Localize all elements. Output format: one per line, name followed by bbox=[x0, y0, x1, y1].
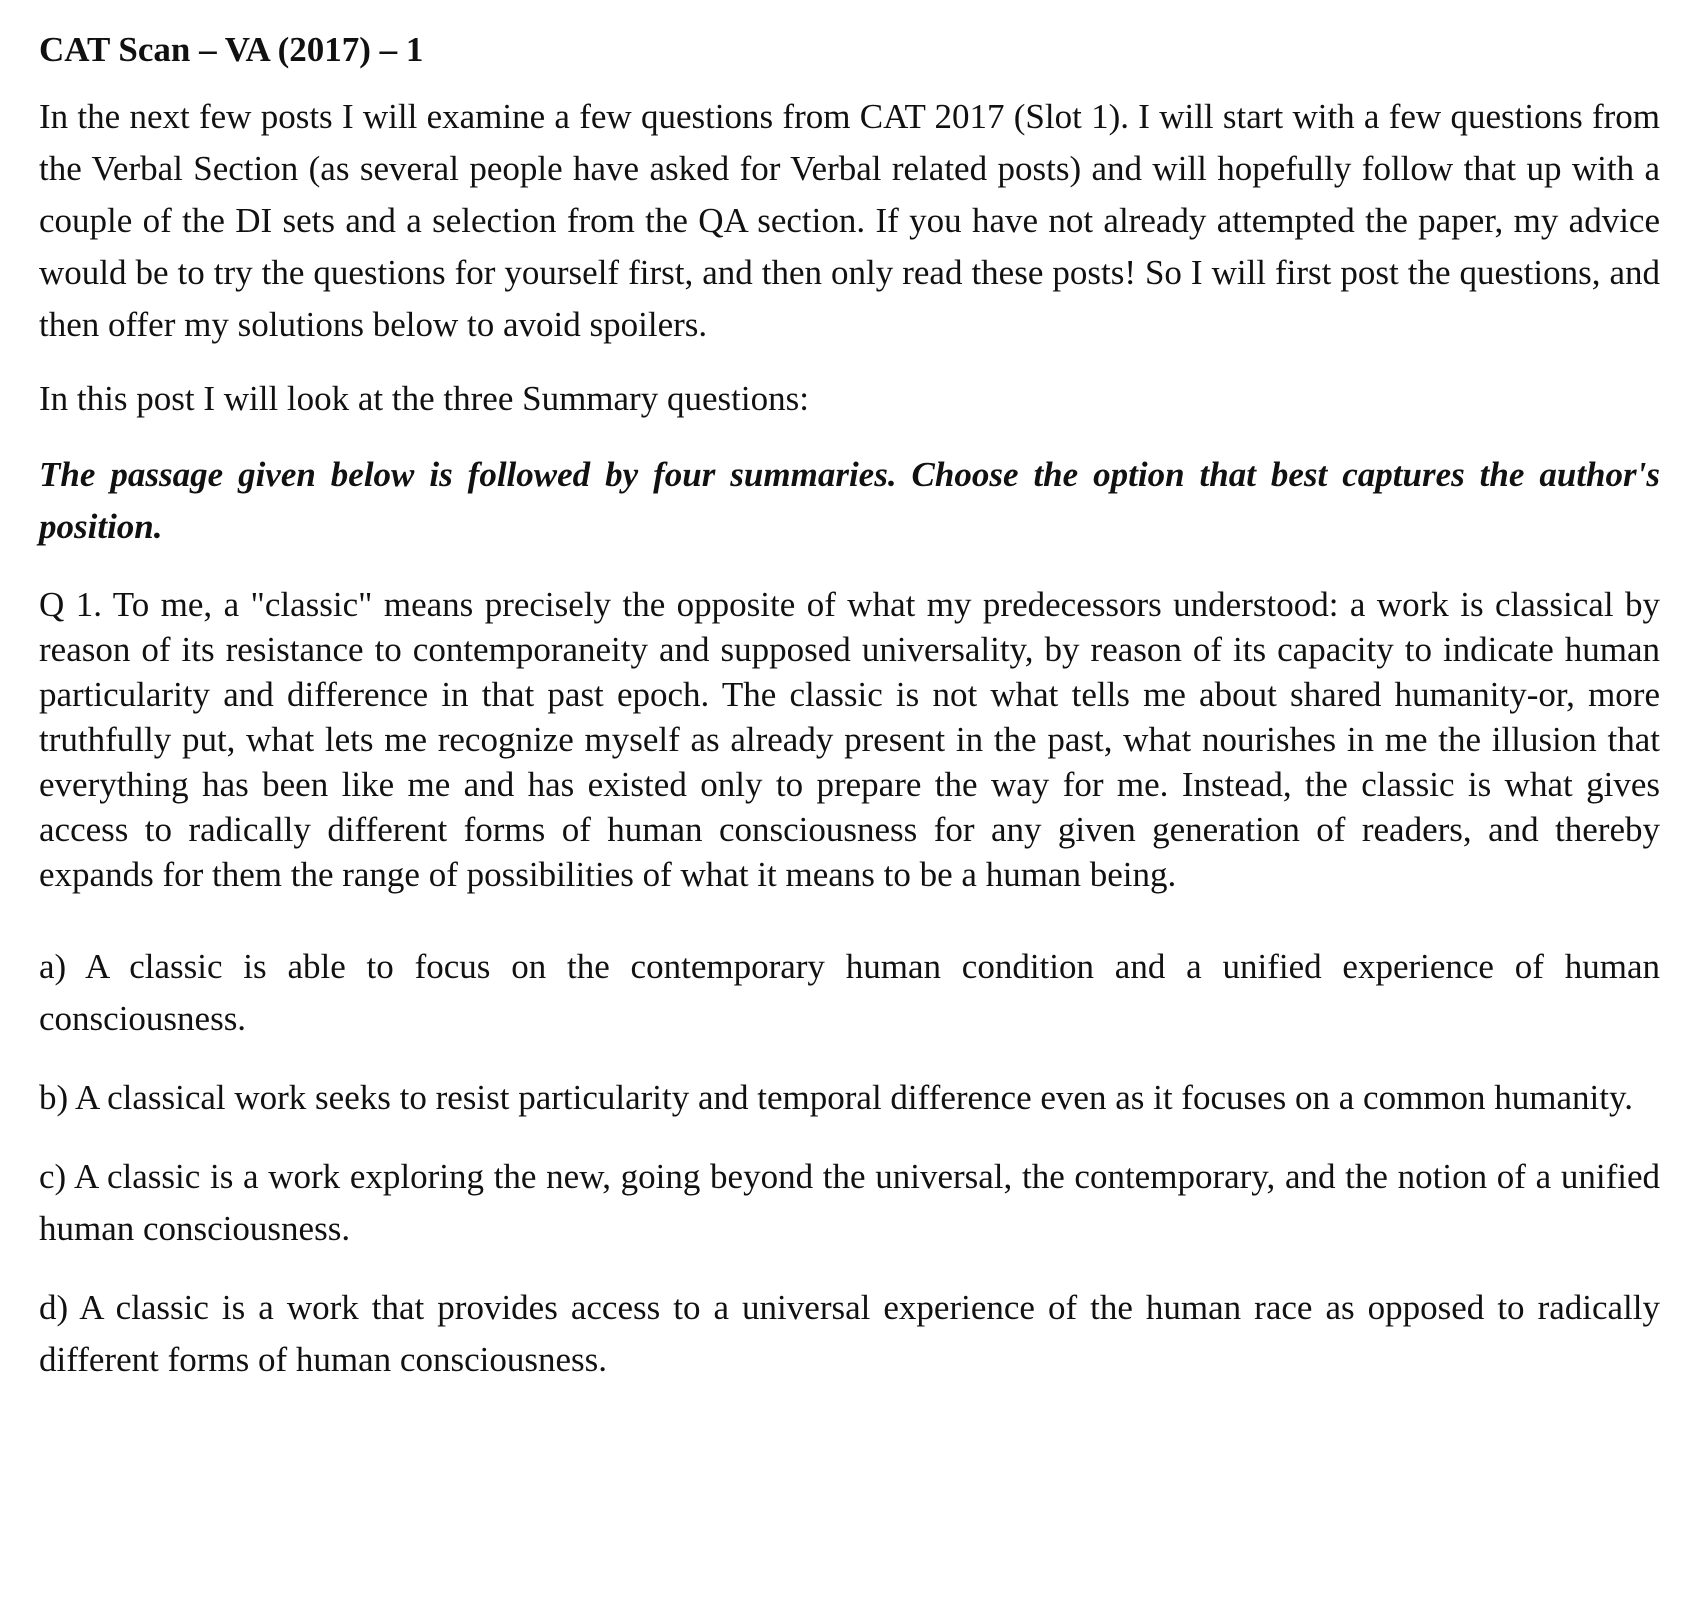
document-page bbox=[39, 0, 1660, 1386]
lead-paragraph: In this post I will look at the three Summary questions: bbox=[39, 379, 809, 418]
post-title: CAT Scan – VA (2017) – 1 bbox=[39, 30, 424, 69]
question-passage: Q 1. To me, a "classic" means precisely the opposite of what my predecessors understood: a work is classical by reason of its resistance to contemporaneity and supposed universality, by reason of its capacity to indicate human particularity and difference in that past epoch. The classic is not what tells me about shared humanity-or, more truthfully put, what lets me recognize myself as already present in the past, what nourishes in me the illusion that everything has been like me and has existed only to prepare the way for me. Instead, the classic is what gives access to radically different forms of human consciousness for any given generation of readers, and thereby expands for them the range of possibilities of what it means to be a human being. bbox=[39, 585, 1660, 894]
question-instruction: The passage given below is followed by four summaries. Choose the option that best captures the author's position. bbox=[39, 455, 1660, 546]
answer-option-c: c) A classic is a work exploring the new, going beyond the universal, the contemporary, and the notion of a unified human consciousness. bbox=[39, 1157, 1660, 1248]
answer-option-d: d) A classic is a work that provides access to a universal experience of the human race as opposed to radically different forms of human consciousness. bbox=[39, 1288, 1660, 1379]
intro-paragraph: In the next few posts I will examine a few questions from CAT 2017 (Slot 1). I will start with a few questions from the Verbal Section (as several people have asked for Verbal related posts) and will hopefully follow that up with a couple of the DI sets and a selection from the QA section. If you have not already attempted the paper, my advice would be to try the questions for yourself first, and then only read these posts! So I will first post the questions, and then offer my solutions below to avoid spoilers. bbox=[39, 97, 1660, 344]
answer-option-a: a) A classic is able to focus on the contemporary human condition and a unified experience of human consciousness. bbox=[39, 947, 1660, 1038]
answer-option-b: b) A classical work seeks to resist particularity and temporal difference even as it focuses on a common humanity. bbox=[39, 1078, 1633, 1117]
